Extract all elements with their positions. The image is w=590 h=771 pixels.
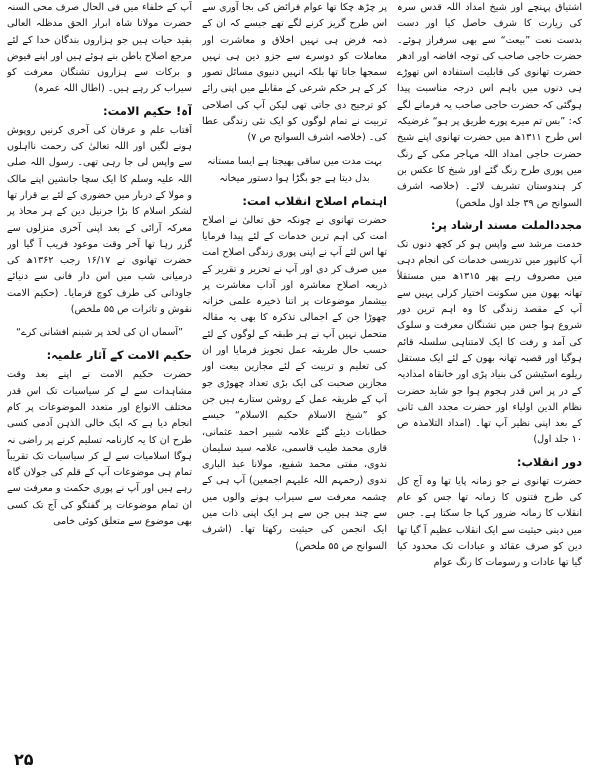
column-right: [397, 0, 582, 771]
section-heading: مجددالملت مسند ارشاد پر:: [430, 217, 582, 232]
section-heading: دور انقلاب:: [516, 454, 582, 469]
body-paragraph: اشتیاق پہنچے اور شیخ امداد اللہ قدس سرہ کی زیارت کا شرف حاصل کیا اور دست بدست نعت ”بیعت“ سے بھی سرفراز ہوئے۔ حضرت حاجی صاحب کی توجہ افاضہ اور ادھر حضرت تھانوی کی قابلیت استفادہ اس تھوڑے ہی دنوں میں باہم اس درجہ مناسبت پیدا ہوگئی کہ حضرت حاجی صاحب یہ فرمانے لگے کہ: ”بس تم میرے پورے طریق پر ہو“ غرضیکہ اس طرح ۱۳۱۱ھ میں حضرت تھانوی اپنے شیخ حضرت حاجی امداد اللہ مہاجر مکی کے رنگ میں پوری طرح رنگ گئے اور شیخ کا عکس بن کر ہندوستان تشریف لائے۔ (خلاصہ اشرف السوانح ص ۳۹ جلد اول ملخص): [397, 2, 582, 209]
body-paragraph: حضرت حکیم الامت نے اپنے بعد وقت مشاہدات سے لے کر سیاسیات تک اس قدر مختلف الانواع اور متعدد الموضوعات پر کام انجام دیا ہے کہ ایک خالی الذہن آدمی کسی طرح ان کا یہ کارنامہ تسلیم کرنے پر راضی نہ ہوگا اسلامیات سے لے کر سیاسیات تک تقریباً تمام ہی موضوعات آپ کے قلم کی جولان گاہ رہے ہیں اور آپ نے پوری حکمت و معرفت سے ان تمام موضوعات پر گفتگو کی آج تک کسی بھی موضوع سے متعلق کوئی خامی: [7, 369, 192, 528]
section-heading: آہ! حکیم الامت:: [102, 103, 192, 118]
document-page: [8, 0, 582, 771]
body-paragraph: حضرت تھانوی نے جو زمانہ پایا تھا وہ آج کل کی طرح فتنوں کا زمانہ تھا جس کو عام انقلاب کا زمانہ ضرور کہا جا سکتا ہے۔ جس میں دینی حیثیت سے ایک انقلاب عظیم آ گیا تھا دین کو صرف عقائد و عبادات تک محدود کیا گیا تھا عادات و رسومات کا رنگ عوام: [397, 475, 582, 569]
body-paragraph: پر چڑھ چکا تھا عوام فرائض کی بجا آوری سے اس طرح گریز کرنے لگے تھے جیسے کہ ان کے ذمہ فرض ہی نہیں اخلاق و معاشرت اور معاملات کو دوسرے سے جزو دین ہی نہیں سمجھا جاتا تھا بلکہ انہیں دنیوی مسائل تصور کر کے ہر حکم شرعی کے مقابلے میں اپنی رائے کو ترجیح دی جاتی تھی لیکن آپ کی اصلاحی تربیت نے تمام لوگوں کو ایک نئی زندگی عطا کی۔ (خلاصہ اشرف السوانح ص ۷): [202, 2, 387, 144]
body-paragraph: آفتاب علم و عرفان کی آخری کرنیں روپوش ہونے لگیں اور اللہ تعالیٰ کی رحمت نااہلوں سے واپس لی جا رہی تھی۔ رسول اللہ صلی اللہ علیہ وسلم کا ایک سچا جانشین اپنے مالک و مولا کے دربار میں حضوری کے لئے بے قرار تھا لشکر اسلام کا بڑا جرنیل دین کے ہر محاذ پر معرکہ آرائی کے بعد اپنی آخری منزلوں سے گزر رہا تھا آخر وقت موعود قریب آ گیا اور حضرت تھانوی نے ۱۶/۱۷ رجب ۱۳۶۲ھ کی درمیانی شب میں اس دار فانی سے دنیائے جاودانی کی طرف کوچ فرمایا۔ (حکیم الامت نقوش و تاثرات ص ۵۵ ملخص): [7, 124, 192, 316]
column-middle: [202, 0, 387, 771]
verse-couplet: بہت مدت میں ساقی بھیجتا ہے ایسا مستانہ بدل دیتا ہے جو بگڑا ہوا دستور میخانہ: [206, 155, 382, 184]
page-number: ۲۵: [14, 750, 34, 769]
section-heading: حکیم الامت کے آثار علمیہ:: [46, 348, 192, 363]
verse-couplet: ”آسماں ان کی لحد پر شبنم افشانی کرے“: [16, 327, 183, 339]
section-heading: اہتمام اصلاح انقلاب امت:: [242, 193, 387, 208]
body-paragraph: آپ کے خلفاء میں فی الحال صرف محی السنہ حضرت مولانا شاہ ابرار الحق مدظلہ العالی بقید حیات ہیں جو ہزاروں بندگان خدا کے لئے مرجع اصلاح باطن بنے ہوئے ہیں اور اپنے فیوض و برکات سے ہزاروں تشنگان معرفت کو سیراب کر رہے ہیں۔ (اطال اللہ عمرہ): [7, 2, 192, 95]
column-left: [7, 0, 192, 771]
body-paragraph: خدمت مرشد سے واپس ہو کر کچھ دنوں تک آپ کانپور میں تدریسی خدمات کی انجام دہی میں مصروف رہے پھر ۱۳۱۵ھ میں مستقلاً تھانہ بھون میں سکونت اختیار کرلی یہیں سے آپ کے مقصد زندگی کا وہ اہم ترین دور شروع ہوا جس میں تشنگان معرفت و سلوک کی آمد و رفت کا ایک لامتناہی سلسلہ قائم ہوگیا اور قصبہ تھانہ بھون کے لئے ایک مستقل ریلوے اسٹیشن کی بنیاد پڑی اور خانقاہ امدادیہ کے در پر اس قدر ہجوم ہوا جو شاید حضرت نظام الدین اولیاء اور حضرت مجدد الف ثانی کے بعد اپنی نظیر آپ تھا۔ (امداد التلامذہ ص ۱۰ جلد اول): [397, 238, 582, 446]
body-paragraph: حضرت تھانوی نے چونکہ حق تعالیٰ نے اصلاح امت کی اہم ترین خدمات کے لئے پیدا فرمایا تھا اس لئے آپ نے اپنی پوری زندگی اصلاح امت میں صرف کر دی اور آپ نے تحریر و تقریر کے ذریعہ اصلاح معاشرہ اور آداب معاشرت پر بیشمار موضوعات پر اتنا ذخیرہ علمی خزانہ چھوڑا جن کے اجمالی تذکرہ کا بھی یہ مقالہ متحمل نہیں آپ نے ہر طبقہ کے لوگوں کے لئے حسب حال طریقہ عمل تجویز فرمایا اور ان کی تعلیم و تربیت کے لئے مجازین بیعت اور مجازین صحبت کی ایک بڑی تعداد چھوڑی جو آپ کے طریقہ عمل کے روشن ستارے ہیں جن کو ”شیخ الاسلام حکیم الاسلام“ جیسے خطابات دیئے گئے علامہ شبیر احمد عثمانی، قاری محمد طیب قاسمی، علامہ سید سلیمان ندوی، مفتی محمد شفیع، مولانا عبد الباری ندوی (رحمہم اللہ علیہم اجمعین) آپ ہی کے چشمہ معرفت سے سیراب ہونے والوں میں سے چند ہیں جن سے ہر ایک اپنی ذات میں ایک انجمن کی حیثیت رکھتا تھا۔ (اشرف السوانح ص ۵۵ ملخص): [202, 214, 387, 552]
